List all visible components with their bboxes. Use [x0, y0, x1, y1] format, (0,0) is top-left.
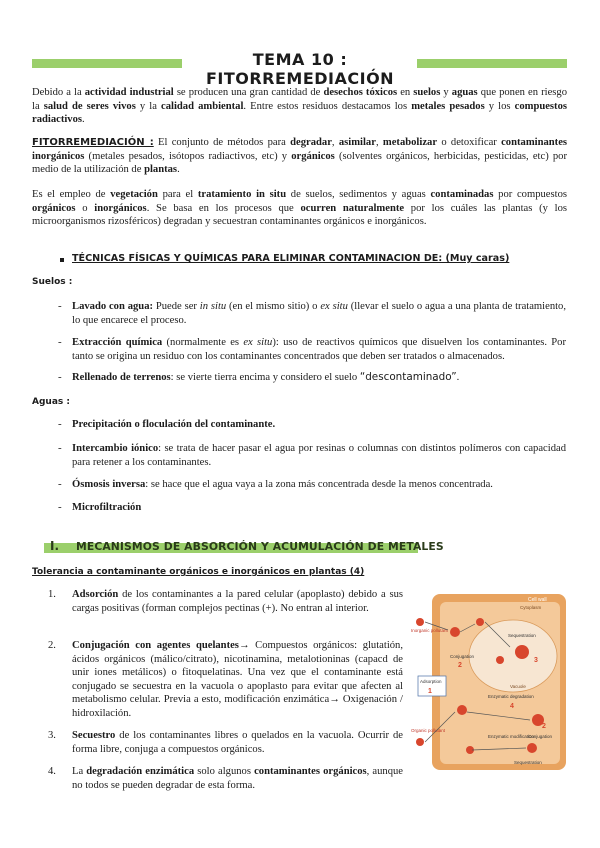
- pollutant-dot: [527, 743, 537, 753]
- text-run: compuestos radiactivos: [32, 100, 568, 126]
- techniques-heading: TÉCNICAS FÍSICAS Y QUÍMICAS PARA ELIMINAR CONTAMINACION DE: (Muy caras): [72, 253, 510, 264]
- dash-icon: -: [58, 371, 62, 383]
- text-run: orgánicos: [291, 150, 335, 162]
- text-run: : se trata de hacer pasar el agua por resinas o columnas con distintos polímeros con capacidad para retener a los contaminantes.: [72, 443, 566, 468]
- list-number: 1.: [48, 589, 56, 600]
- text-run: : se hace que el agua vaya a la zona más concentrada desde la menos concentrada.: [145, 479, 493, 490]
- pollutant-dot: [476, 618, 484, 626]
- text-run: (metales pesados, isótopos radiactivos, etc) y: [84, 150, 292, 162]
- text-run: Ósmosis inversa: [72, 479, 146, 490]
- text-run: metales pesados: [411, 100, 485, 112]
- text-run: y los: [484, 100, 515, 112]
- conjugation-number-2: 2: [542, 723, 546, 730]
- text-run: que ponen en riesgo la: [32, 87, 567, 112]
- text-run: (solventes orgánicos, herbicidas, pesticidas, etc) por medio de la utilización de: [32, 150, 568, 176]
- text-run: Rellenado de terrenos: [72, 372, 171, 383]
- water-item-4: [72, 501, 566, 515]
- text-run: . Se basa en los procesos que: [146, 202, 301, 214]
- enzymatic-degradation-number: 4: [510, 703, 514, 710]
- text-run: Intercambio iónico: [72, 443, 159, 454]
- text-run: en: [397, 87, 414, 98]
- text-run: se producen una gran cantidad de: [173, 87, 324, 98]
- enzymatic-modification-label: Enzymatic modification: [488, 734, 535, 739]
- intro-paragraph-2: [32, 136, 567, 177]
- dash-icon: -: [58, 478, 62, 490]
- dash-icon: -: [58, 418, 62, 430]
- text-run: de los contaminantes a la pared celular (apoplasto) debido a sus cargas positivas (forman complejos pectinas (+). No entran al interior.: [72, 589, 403, 614]
- text-run: calidad ambiental: [161, 100, 244, 112]
- adsorption-label: Adsorption: [420, 679, 442, 684]
- text-run: tratamiento in situ: [197, 189, 287, 200]
- text-run: por compuestos: [493, 189, 567, 200]
- dash-icon: -: [58, 336, 62, 348]
- vacuole: [469, 620, 557, 692]
- text-run: Lavado con agua:: [72, 301, 154, 312]
- text-run: . Entre estos residuos destacamos los: [243, 100, 412, 112]
- section-subheading: Tolerancia a contaminante orgánicos e inorgánicos en plantas (4): [32, 567, 365, 577]
- cytoplasm-label: Cytoplasm: [520, 605, 542, 610]
- text-run: Es el empleo de: [32, 189, 111, 200]
- sequestration-label-2: Sequestration: [514, 760, 542, 765]
- pollutant-dot: [496, 656, 504, 664]
- text-run: degradación enzimática: [86, 766, 195, 777]
- text-run: orgánicos: [32, 202, 76, 214]
- mechanism-item-3: [72, 729, 403, 756]
- text-run: .: [456, 372, 460, 383]
- list-number: 4.: [48, 766, 56, 777]
- text-run: por los cuáles las plantas (y los microorganismos rizosféricos) degradan y secuestran contaminantes orgánicos e inorgánicos.: [32, 202, 567, 228]
- text-run: Adsorción: [72, 589, 119, 600]
- text-run: Conjugación con agentes quelantes: [72, 640, 239, 651]
- tolerance-mechanisms-figure: [410, 592, 568, 772]
- text-run: contaminantes orgánicos: [254, 766, 367, 777]
- organic-pollutant-label: Organic pollutant: [411, 728, 446, 733]
- text-run: .: [82, 114, 85, 126]
- text-run: para el: [157, 189, 198, 200]
- title-bar-left: [32, 59, 182, 68]
- text-run: ex situ: [243, 337, 273, 348]
- water-label: Aguas :: [32, 397, 70, 407]
- conjugation-label-2: Conjugation: [528, 734, 553, 739]
- inorganic-pollutant-label: Inorganic pollutant: [411, 628, 448, 633]
- text-run: solo algunos: [194, 766, 255, 777]
- conjugation-label: Conjugation: [450, 654, 475, 659]
- soil-item-3: [72, 371, 566, 385]
- text-run: : se vierte tierra encima y considero el suelo: [170, 372, 360, 383]
- text-run: in situ: [199, 301, 227, 312]
- text-run: y la: [135, 100, 162, 112]
- water-item-3: [72, 478, 566, 492]
- text-run: asimilar: [338, 137, 376, 148]
- list-number: 2.: [48, 640, 56, 651]
- techniques-bullet-icon: [60, 258, 64, 262]
- text-run: Debido a la: [32, 87, 85, 98]
- soil-item-2: [72, 336, 566, 363]
- text-run: El conjunto de métodos para: [153, 137, 291, 148]
- text-run: desechos tóxicos: [323, 87, 398, 98]
- text-run: de los contaminantes libres o quelados en la vacuola. Ocurrir de forma libre, conjuga a compuestos orgánicos.: [72, 730, 403, 755]
- text-run: ): uso de reactivos químicos que disuelven los contaminantes. Por tanto se origina un residuo con los contaminantes concentrados que deben ser tratados o almacenados.: [72, 337, 566, 362]
- section-number: I.: [50, 539, 60, 553]
- pollutant-dot: [416, 738, 424, 746]
- page-title: TEMA 10 : FITORREMEDIACIÓN: [205, 50, 395, 88]
- text-run: Precipitación o floculación del contaminante.: [72, 419, 276, 430]
- dash-icon: -: [58, 501, 62, 513]
- text-run: Puede ser: [153, 301, 200, 312]
- text-run: o: [75, 202, 95, 214]
- intro-paragraph-3: [32, 188, 567, 229]
- text-run: suelos: [413, 87, 441, 98]
- text-run: o detoxificar: [437, 137, 502, 148]
- conjugation-number: 2: [458, 662, 462, 669]
- text-run: La: [72, 766, 87, 777]
- pollutant-dot: [515, 645, 529, 659]
- list-number: 3.: [48, 730, 56, 741]
- text-run: ,: [331, 137, 339, 148]
- water-item-1: [72, 418, 566, 432]
- text-run: aguas: [451, 87, 478, 98]
- text-run: → Compuestos orgánicos: glutatión, ácidos orgánicos (málico/citrato), nicotinamina, metalotioninas (capacd de unir iones metálicos) o fitoquelatinas. Una vez que el contaminante está conjugado se secuestra en la vacuola o apoplasto para evitar que afecten al metabolismo celular. Previa a esto, modificación enzimática→ Oxigenación / hidroxilación.: [72, 640, 403, 719]
- text-run: (en el mismo sitio) o: [226, 301, 321, 312]
- text-run: ocurren naturalmente: [300, 202, 405, 214]
- text-run: .: [177, 164, 180, 176]
- mechanism-item-2: [72, 639, 403, 721]
- text-run: (llevar el suelo o agua a una planta de tratamiento, lo que encarece el proceso.: [72, 301, 567, 326]
- text-run: plantas: [144, 164, 178, 176]
- text-run: y: [440, 87, 452, 98]
- text-run: salud de seres vivos: [43, 100, 136, 112]
- pollutant-dot: [457, 705, 467, 715]
- text-run: inorgánicos: [94, 202, 147, 214]
- vacuole-label: Vacuole: [510, 684, 526, 689]
- mechanism-item-4: [72, 765, 403, 792]
- text-run: ,: [375, 137, 383, 148]
- text-run: metabolizar: [382, 137, 438, 148]
- text-run: Extracción química: [72, 337, 163, 348]
- text-run: , aunque no todos se pueden degradar de esta forma.: [72, 766, 404, 791]
- section-heading: MECANISMOS DE ABSORCIÓN Y ACUMULACIÓN DE METALES: [76, 540, 444, 553]
- soil-label: Suelos :: [32, 277, 73, 287]
- text-run: Microfiltración: [72, 502, 142, 513]
- text-run: contaminadas: [430, 189, 494, 200]
- text-run: vegetación: [110, 189, 158, 200]
- text-run: ex situ: [320, 301, 348, 312]
- soil-item-1: [72, 300, 566, 327]
- adsorption-number: 1: [428, 688, 432, 695]
- sequestration-number: 3: [534, 657, 538, 664]
- text-run: (normalmente es: [162, 337, 244, 348]
- sequestration-label: Sequestration: [508, 633, 536, 638]
- pollutant-dot: [450, 627, 460, 637]
- dash-icon: -: [58, 300, 62, 312]
- intro-paragraph-1: [32, 86, 567, 127]
- water-item-2: [72, 442, 566, 469]
- text-run: degradar: [290, 137, 332, 148]
- title-bar-right: [417, 59, 567, 68]
- text-run: contaminantes inorgánicos: [32, 137, 568, 162]
- pollutant-dot: [416, 618, 424, 626]
- dash-icon: -: [58, 442, 62, 454]
- cell-wall-label: Cell wall: [528, 597, 547, 603]
- definition-label: FITORREMEDIACIÓN :: [32, 137, 154, 148]
- text-run: Secuestro: [72, 730, 116, 741]
- text-run: de suelos, sedimentos y aguas: [286, 189, 431, 200]
- text-run: “descontaminado”: [359, 371, 457, 383]
- mechanism-item-1: [72, 588, 403, 615]
- enzymatic-degradation-label: Enzymatic degradation: [488, 694, 534, 699]
- text-run: actividad industrial: [84, 87, 174, 98]
